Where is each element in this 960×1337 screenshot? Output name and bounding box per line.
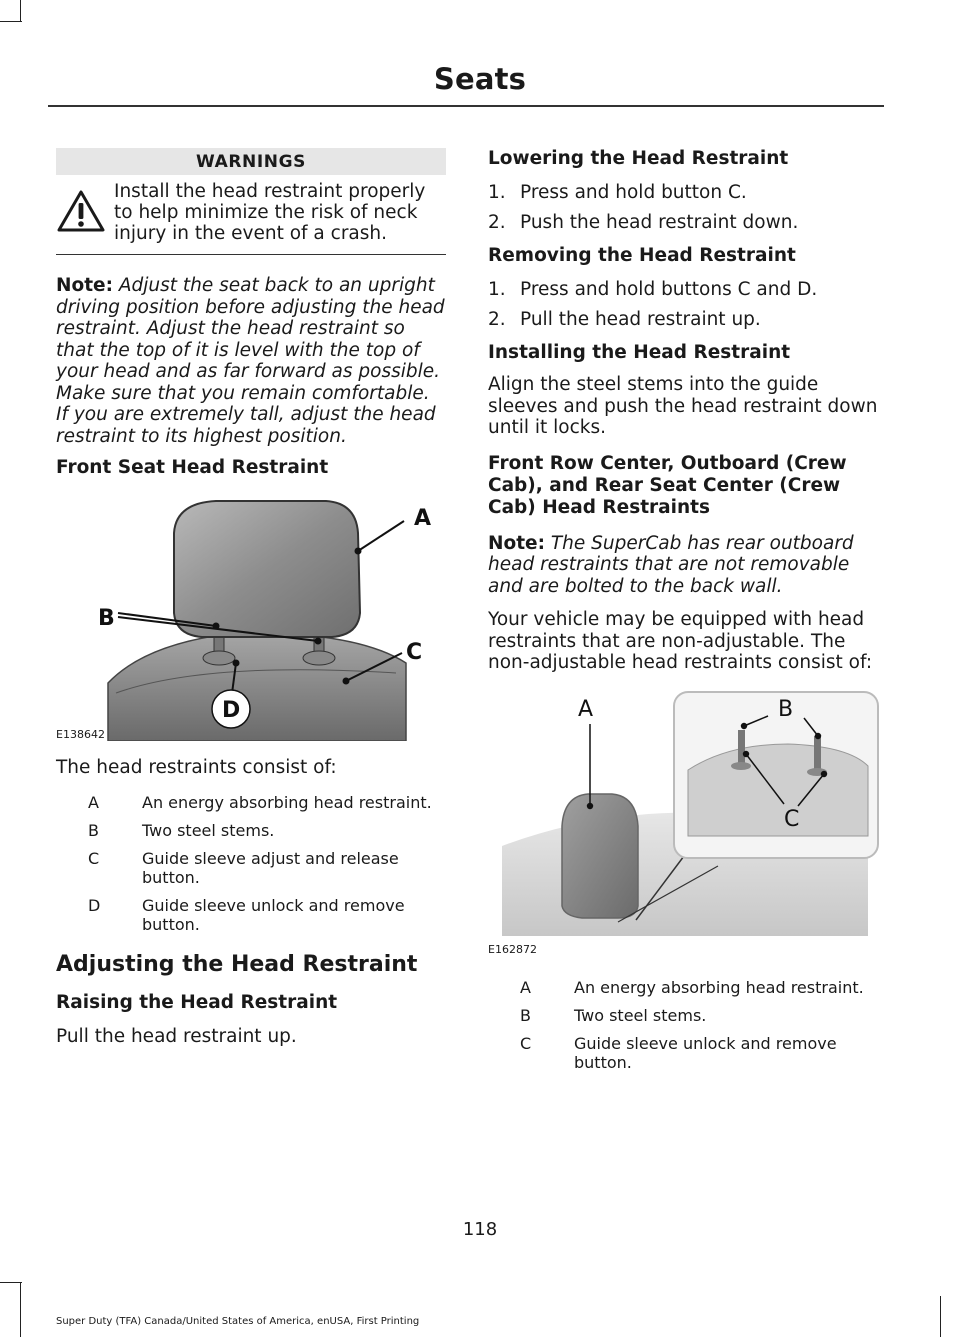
crop-mark [20,1282,21,1337]
warning-triangle-icon [56,189,106,233]
list-item: A An energy absorbing head restraint. [520,977,864,997]
fig2-label-a: A [578,696,594,722]
warnings-heading: WARNINGS [56,148,446,175]
fig2-label-b: B [778,696,794,722]
note-label: Note: [488,532,545,554]
list-item: D Guide sleeve unlock and remove button. [88,895,405,934]
crop-mark [0,1282,22,1283]
consist-text: The head restraints consist of: [56,757,337,778]
list-item: B Two steel stems. [520,1005,707,1025]
list-item: B Two steel stems. [88,820,275,840]
note-text: Adjust the seat back to an upright driving position before adjusting the head restraint. Adjust the head restraint so that the top of it is level with the top of your head and as far forward as possible. Make sure that you remain comfortable. If you are extremely tall, adjust the head restraint to its highest position. [56,275,445,447]
fig1-label-c: C [406,640,423,665]
crop-mark [20,0,21,22]
non-adjustable-restraint-illustration [488,686,882,956]
crop-mark [0,21,22,22]
adjusting-heading: Adjusting the Head Restraint [56,951,418,977]
crop-mark [940,1296,941,1337]
page-title: Seats [433,62,527,96]
fig1-label-b: B [98,606,115,631]
installing-text: Align the steel stems into the guide sleeves and push the head restraint down until it locks. [488,374,878,438]
page-number: 118 [462,1219,498,1240]
list-item: 2. Push the head restraint down. [488,211,799,233]
raising-heading: Raising the Head Restraint [56,991,338,1013]
center-restraints-heading: Front Row Center, Outboard (Crew Cab), and Rear Seat Center (Crew Cab) Head Restraints [488,452,847,518]
figure-code: E162872 [488,942,537,956]
removing-heading: Removing the Head Restraint [488,245,796,266]
list-item: 1. Press and hold buttons C and D. [488,279,818,300]
lowering-steps [488,182,882,233]
left-column [56,148,446,1047]
removing-steps [488,279,882,330]
note-paragraph [56,275,446,447]
non-adjustable-text: Your vehicle may be equipped with head restraints that are non-adjustable. The non-adjustable head restraints consist of: [488,609,873,673]
fig1-label-d: D [222,698,241,723]
installing-heading: Installing the Head Restraint [488,342,791,363]
header-rule [48,105,884,107]
note-text: The SuperCab has rear outboard head restraints that are not removable and are bolted to the back wall. [488,532,854,597]
key-list-non-adjustable [488,978,882,1072]
lowering-heading: Lowering the Head Restraint [488,148,789,169]
list-item: C Guide sleeve adjust and release button. [88,848,399,887]
footer-text: Super Duty (TFA) Canada/United States of America, enUSA, First Printing [56,1316,420,1327]
non-adjustable-restraint-figure [488,686,882,956]
raising-text: Pull the head restraint up. [56,1025,297,1047]
fig1-label-a: A [414,506,432,531]
list-item: C Guide sleeve unlock and remove button. [520,1033,837,1072]
supercab-note [488,533,882,598]
warning-box [56,175,446,255]
key-list-front [56,793,446,934]
warning-text: Install the head restraint properly to help minimize the risk of neck injury in the event of a crash. [114,181,426,244]
list-item: A An energy absorbing head restraint. [88,792,432,812]
front-seat-heading: Front Seat Head Restraint [56,457,329,478]
list-item: 2. Pull the head restraint up. [488,308,761,330]
note-label: Note: [56,275,113,296]
right-column [488,148,882,1081]
front-head-restraint-figure [56,493,446,741]
figure-code: E138642 [56,728,105,741]
front-head-restraint-illustration [56,493,446,741]
list-item: 1. Press and hold button C. [488,182,747,203]
fig2-label-c: C [784,806,800,832]
